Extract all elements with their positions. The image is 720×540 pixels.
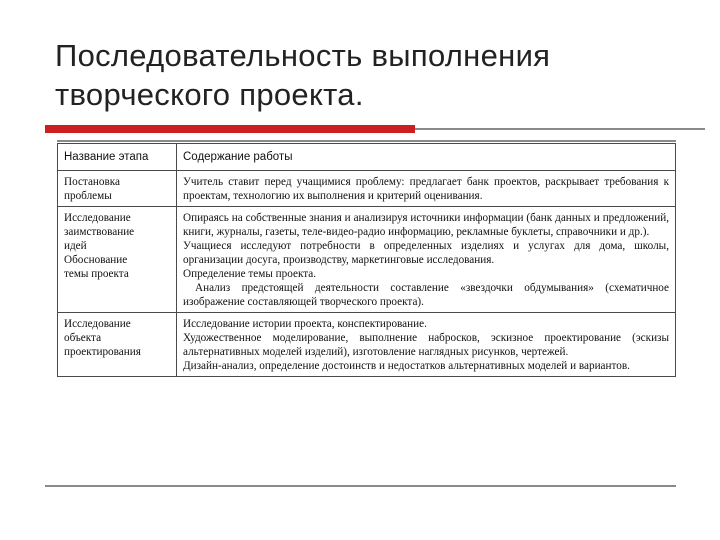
content-paragraph: Опираясь на собственные знания и анализируя источники информации (банк данных и предложений, книги, журналы, газеты, теле-видео-радио информацию, рекламные буклеты, справочники и др.).: [183, 212, 669, 238]
stage-line: Постановка: [64, 176, 121, 188]
table-bottom-rule: [45, 485, 676, 487]
content-paragraph: Определение темы проекта.: [183, 268, 317, 280]
content-paragraph: Художественное моделирование, выполнение набросков, эскизное проектирование (эскизы альтернативных моделей изделий), изготовление наглядных рисунков, чертежей.: [183, 332, 669, 358]
title-underline-accent: [45, 125, 415, 133]
table-row: [58, 313, 676, 377]
stage-cell: [58, 207, 177, 313]
title-underline-line: [415, 128, 705, 130]
header-stage-name: Название этапа: [58, 144, 177, 171]
stage-line: Исследование: [64, 318, 131, 330]
stage-line: Исследование: [64, 212, 131, 224]
title-underline: [45, 125, 705, 133]
table-top-rule: [57, 140, 676, 142]
table-header-row: [58, 144, 676, 171]
stage-line: заимствование: [64, 226, 135, 238]
slide-title: [55, 36, 705, 114]
stages-table: [57, 143, 676, 377]
stage-line: проблемы: [64, 190, 112, 202]
table-row: [58, 171, 676, 207]
title-line-1: Последовательность выполнения: [55, 38, 551, 73]
stage-line: Обоснование: [64, 254, 128, 266]
stage-line: объекта: [64, 332, 102, 344]
title-line-2: творческого проекта.: [55, 77, 364, 112]
content-paragraph: Анализ предстоящей деятельности составление «звездочки обдумывания» (схематичное изображение составляющей творческого проекта).: [183, 282, 669, 308]
table-row: [58, 207, 676, 313]
content-cell: [177, 207, 676, 313]
header-work-content: Содержание работы: [177, 144, 676, 171]
content-paragraph: Учитель ставит перед учащимися проблему: предлагает банк проектов, раскрывает требования к проектам, технологию их выполнения и критерий оценивания.: [183, 176, 669, 202]
content-cell: [177, 313, 676, 377]
stage-line: проектирования: [64, 346, 141, 358]
content-paragraph: Учащиеся исследуют потребности в определенных изделиях и услугах для дома, школы, организации досуга, производству, маркетинговые исследования.: [183, 240, 669, 266]
stage-line: темы проекта: [64, 268, 129, 280]
stage-cell: [58, 313, 177, 377]
stages-table-container: [57, 140, 676, 377]
stage-cell: [58, 171, 177, 207]
stage-line: идей: [64, 240, 87, 252]
content-cell: [177, 171, 676, 207]
content-paragraph: Дизайн-анализ, определение достоинств и недостатков альтернативных моделей и вариантов.: [183, 360, 630, 372]
content-paragraph: Исследование истории проекта, конспектирование.: [183, 318, 427, 330]
